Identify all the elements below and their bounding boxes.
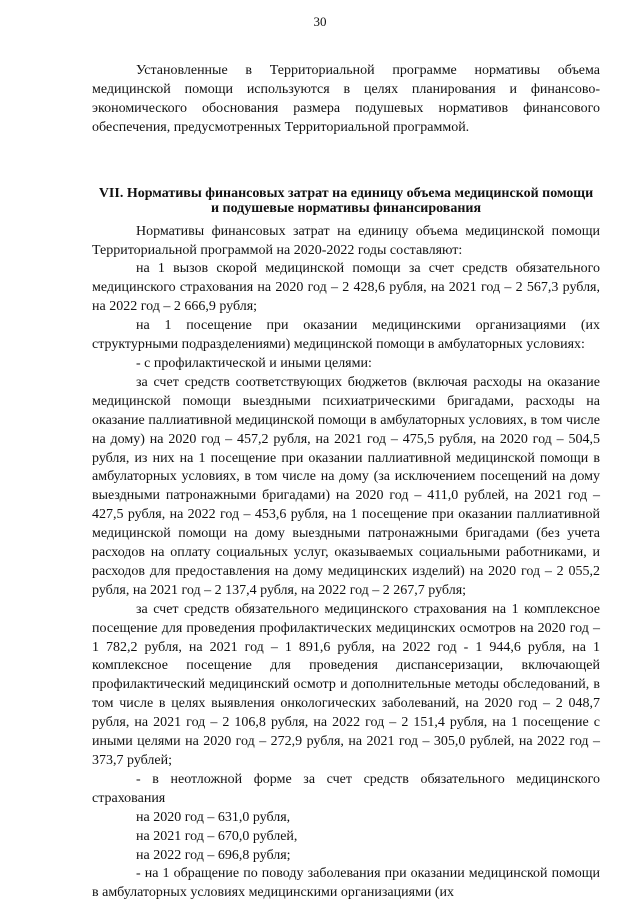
- intro-paragraph: Установленные в Территориальной программе нормативы объема медицинской помощи используются в целях планирования и финансово-экономического обоснования размера подушевых нормативов финансового обеспечения, предусмотренных Территориальной программой.: [92, 63, 600, 135]
- list-item-2021: на 2021 год – 670,0 рублей,: [136, 828, 298, 844]
- page-number: 30: [313, 14, 327, 29]
- section-heading: VII. Нормативы финансовых затрат на единицу объема медицинской помощи и подушевые нормативы финансирования: [98, 185, 594, 217]
- list-item-2022: на 2022 год – 696,8 рубля;: [136, 847, 291, 863]
- paragraph-outpatient-visit: на 1 посещение при оказании медицинскими организациями (их структурными подразделениями) медицинской помощи в амбулаторных условиях:: [92, 318, 600, 353]
- paragraph-norms-intro: Нормативы финансовых затрат на единицу объема медицинской помощи Территориальной программой на 2020-2022 годы составляют:: [92, 223, 600, 258]
- paragraph-ambulance-call: на 1 вызов скорой медицинской помощи за счет средств обязательного медицинского страхования на 2020 год – 2 428,6 рубля, на 2021 год – 2 567,3 рубля, на 2022 год – 2 666,9 рубля;: [92, 261, 600, 315]
- paragraph-urgent-care: - в неотложной форме за счет средств обязательного медицинского страхования: [92, 771, 600, 806]
- paragraph-insurance-funds: за счет средств обязательного медицинского страхования на 1 комплексное посещение для проведения профилактических медицинских осмотров на 2020 год – 1 782,2 рубля, на 2021 год – 1 891,6 рубля, на 2022 год - 1 944,6 рубля, на 1 комплексное посещение для проведения диспансеризации, включающей профилактический медицинский осмотр и дополнительные методы обследований, в том числе в целях выявления онкологических заболеваний, на 2020 год – 2 048,7 рубля, на 2021 год – 2 106,8 рубля, на 2022 год – 2 151,4 рубля, на 1 посещение с иными целями на 2020 год – 272,9 рубля, на 2021 год – 305,0 рублей, на 2022 год – 373,7 рублей;: [92, 601, 600, 768]
- paragraph-budget-funds: за счет средств соответствующих бюджетов (включая расходы на оказание медицинской помощи выездными психиатрическими бригадами, расходы на оказание паллиативной медицинской помощи в амбулаторных условиях, в том числе на дому) на 2020 год – 457,2 рубля, на 2021 год – 475,5 рубля, на 2020 год – 504,5 рубля, из них на 1 посещение при оказании паллиативной медицинской помощи в амбулаторных условиях, в том числе на дому (за исключением посещений на дому выездными патронажными бригадами) на 2020 год – 411,0 рублей, на 2021 год – 427,5 рубля, на 2022 год – 453,6 рубля, на 1 посещение при оказании паллиативной медицинской помощи на дому выездными патронажными бригадами (без учета расходов на оплату социальных услуг, оказываемых социальными работниками, и расходов для предоставления на дому медицинских изделий) на 2020 год – 2 055,2 рубля, на 2021 год – 2 137,4 рубля, на 2022 год – 2 267,7 рубля;: [92, 374, 600, 598]
- list-item-2020: на 2020 год – 631,0 рубля,: [136, 809, 291, 825]
- document-body: [92, 62, 600, 903]
- paragraph-disease-appeal: - на 1 обращение по поводу заболевания при оказании медицинской помощи в амбулаторных условиях медицинскими организациями (их: [92, 866, 600, 901]
- paragraph-preventive-purposes: - с профилактической и иными целями:: [136, 355, 372, 371]
